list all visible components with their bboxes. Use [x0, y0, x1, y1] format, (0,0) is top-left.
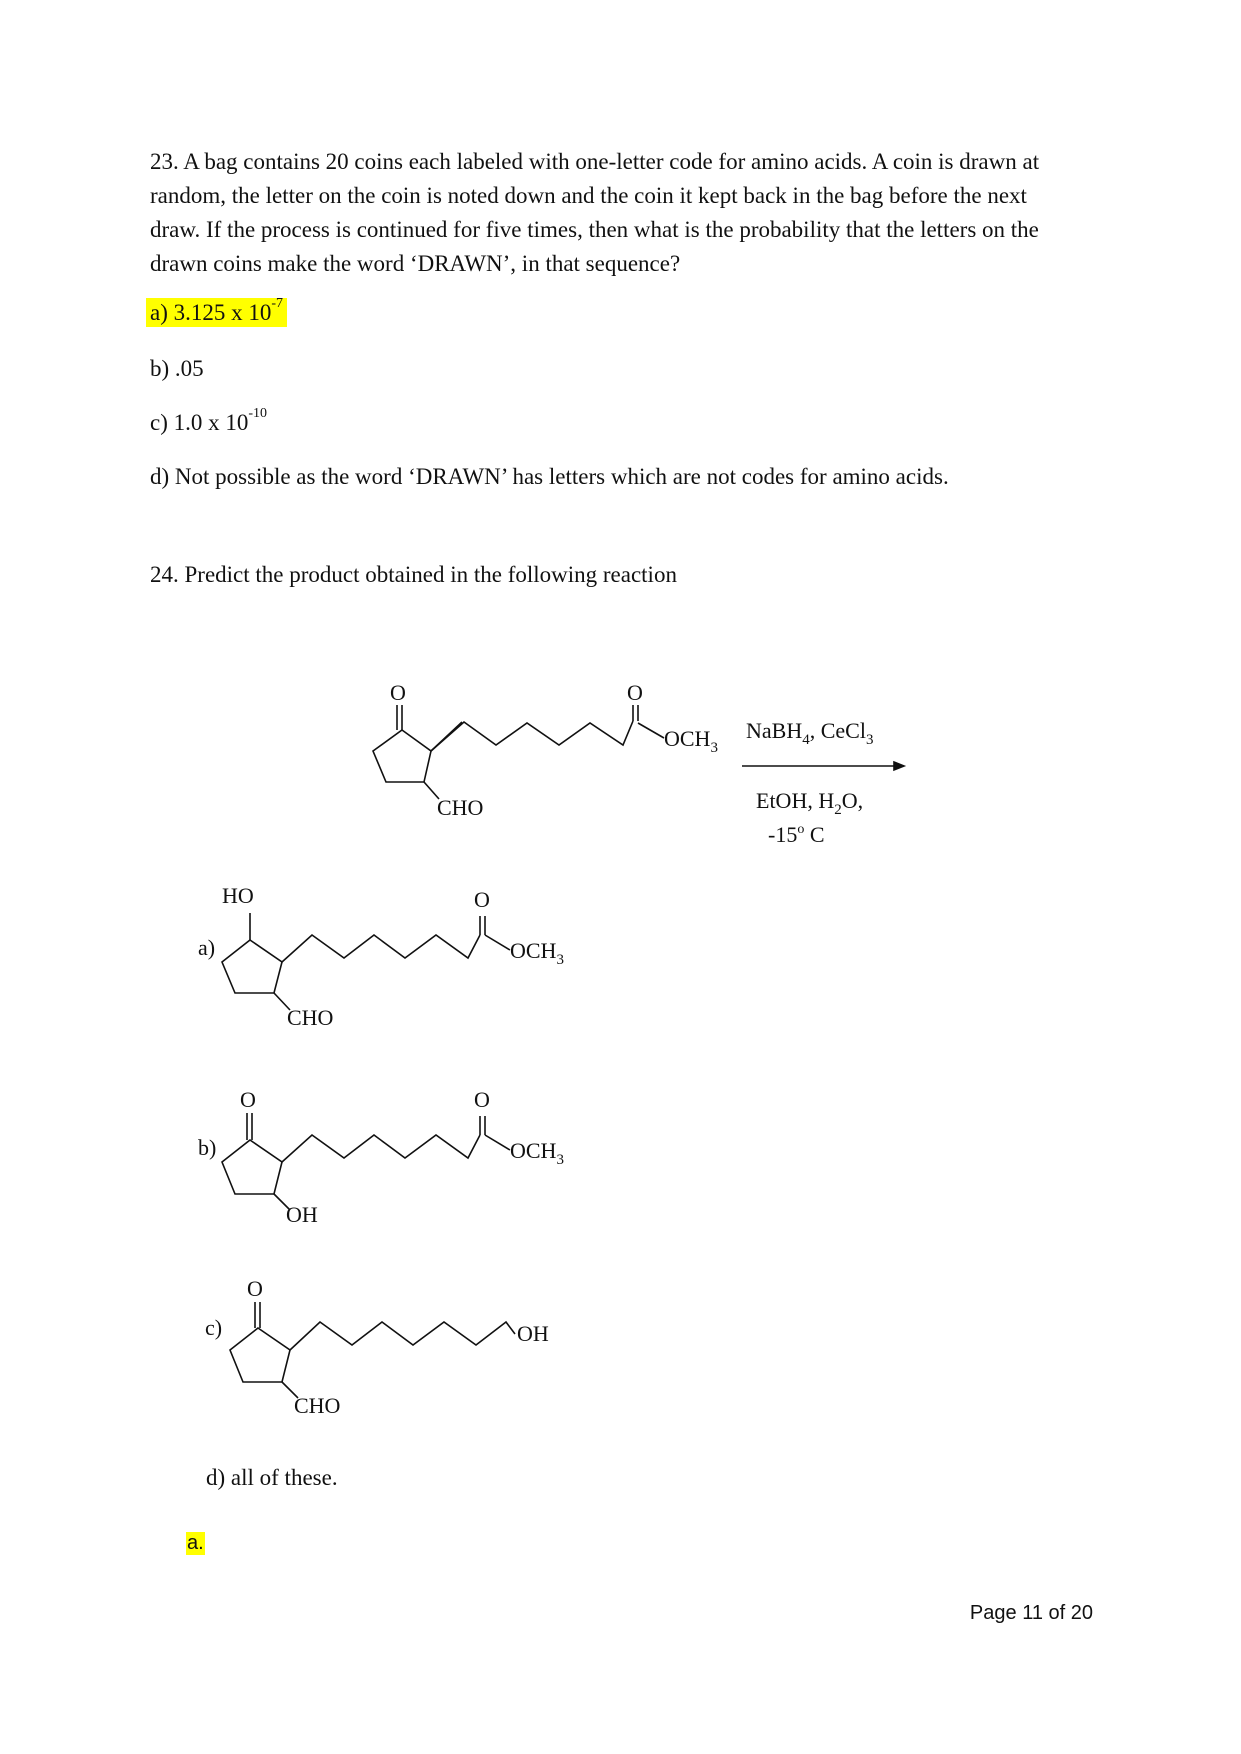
option-c-cho: CHO — [294, 1393, 341, 1418]
option-b-ketone-o: O — [240, 1087, 256, 1112]
q23-option-c: c) 1.0 x $10^{-10}$ — [150, 406, 268, 435]
option-c-ring — [230, 1328, 290, 1382]
option-c-chain — [290, 1322, 515, 1350]
option-a-chain — [282, 935, 480, 962]
option-b-och3: $OCH_3$ — [510, 1138, 564, 1168]
answer-highlight: a) 3.125 x $10^{-7}$ — [146, 298, 287, 327]
option-c-ketone-o: O — [247, 1276, 263, 1301]
option-a-och3: $OCH_3$ — [510, 938, 564, 968]
option-a-ho: HO — [222, 883, 254, 908]
option-b-label: b) — [198, 1135, 217, 1160]
reactant-cho: CHO — [437, 795, 484, 820]
option-a-cho: CHO — [287, 1005, 334, 1030]
option-c-oh: OH — [517, 1321, 549, 1346]
option-a-label: a) — [198, 935, 216, 960]
reagent-line-2: EtOH, $H_2O$, — [756, 788, 864, 818]
q23-option-b: b) .05 — [150, 356, 204, 381]
reactant-ester-o: O — [627, 680, 643, 705]
answer-marker: a. — [187, 1532, 204, 1554]
page-number: Page 11 of 20 — [969, 1602, 1093, 1624]
reactant-chain — [431, 721, 633, 751]
option-a-ring — [222, 940, 282, 993]
option-b-oh: OH — [286, 1202, 318, 1227]
reactant-ketone-o: O — [390, 680, 406, 705]
reactant-och3: $OCH_3$ — [664, 726, 718, 756]
question-24-text: 24. Predict the product obtained in the following reaction — [150, 562, 677, 587]
option-b-ring — [222, 1140, 282, 1194]
option-a-ester-o: O — [474, 887, 490, 912]
option-b-ester-o: O — [474, 1087, 490, 1112]
reactant-ring — [373, 730, 431, 782]
option-b-chain — [282, 1135, 480, 1162]
option-c-label: c) — [205, 1315, 223, 1340]
question-23-text: 23. A bag contains 20 coins each labeled with one-letter code for amino acids. A coin is drawn at random, the letter on the coin is noted down and the coin it kept back in the bag before the next draw. If the process is continued for five times, then what is the probability that the letters on the drawn coins make the word ‘DRAWN’, in that sequence? — [150, 149, 1040, 276]
q24-option-d: d) all of these. — [206, 1465, 338, 1490]
reagent-line-1: NaBH$_4$, CeCl$_3$ — [746, 718, 874, 748]
q23-option-d: d) Not possible as the word ‘DRAWN’ has letters which are not codes for amino acids. — [150, 464, 949, 489]
reagent-line-3: -15$^o$ C — [768, 822, 825, 847]
